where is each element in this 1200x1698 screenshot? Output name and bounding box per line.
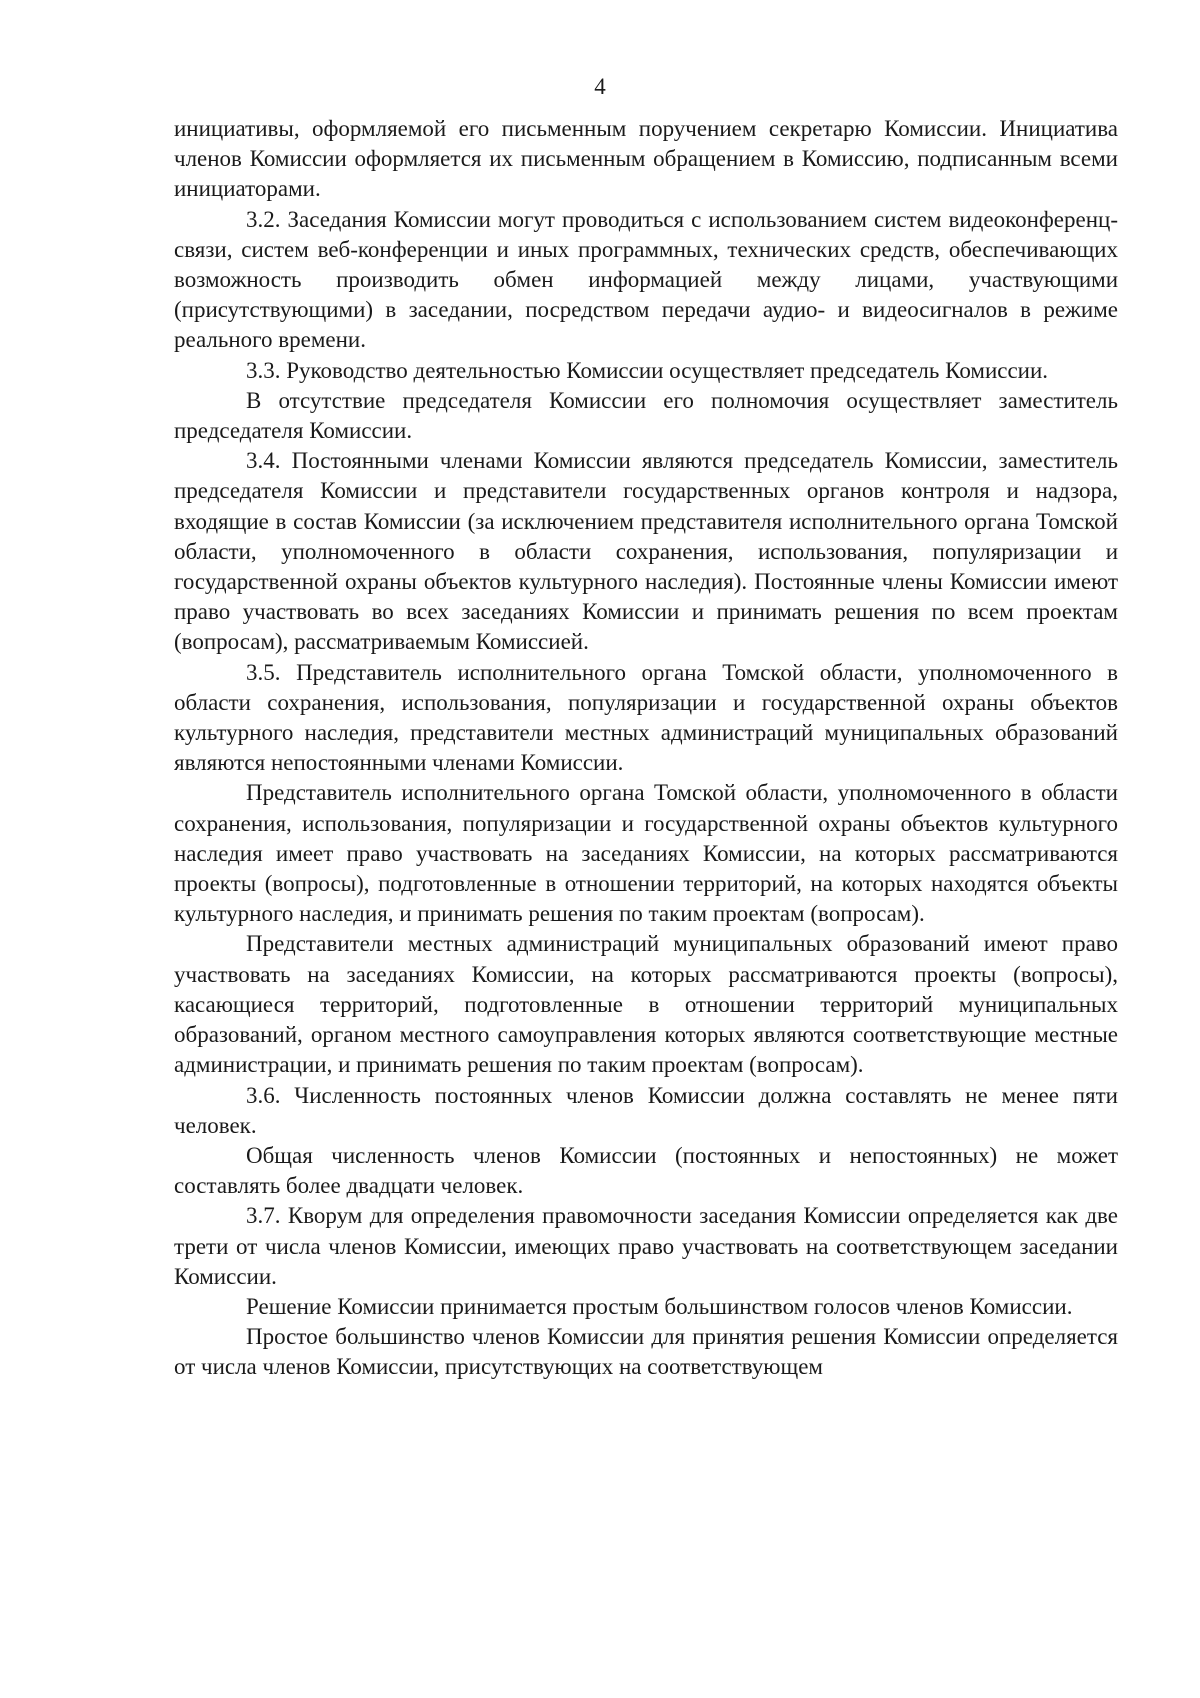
paragraph: 3.7. Кворум для определения правомочности заседания Комиссии определяется как две трети от числа членов Комиссии, имеющих право участвовать на соответствующем заседании Комиссии. [174, 1203, 1118, 1289]
paragraph: 3.2. Заседания Комиссии могут проводиться с использованием систем видеоконференц-связи, систем веб-конференции и иных программных, технических средств, обеспечивающих возможность производить обмен информацией между лицами, участвующими (присутствующими) в заседании, посредством передачи аудио- и видеосигналов в режиме реального времени. [174, 206, 1118, 353]
paragraph: В отсутствие председателя Комиссии его полномочия осуществляет заместитель председателя Комиссии. [174, 387, 1118, 444]
paragraph: Общая численность членов Комиссии (постоянных и непостоянных) не может составлять более двадцати человек. [174, 1142, 1118, 1199]
paragraph: 3.5. Представитель исполнительного органа Томской области, уполномоченного в области сохранения, использования, популяризации и государственной охраны объектов культурного наследия, представители местных администраций муниципальных образований являются непостоянными членами Комиссии. [174, 659, 1118, 776]
paragraph: 3.3. Руководство деятельностью Комиссии осуществляет председатель Комиссии. [246, 357, 1049, 383]
paragraph: Представитель исполнительного органа Томской области, уполномоченного в области сохранения, использования, популяризации и государственной охраны объектов культурного наследия имеет право участвовать на заседаниях Комиссии, на которых рассматриваются проекты (вопросы), подготовленные в отношении территорий, на которых находятся объекты культурного наследия, и принимать решения по таким проектам (вопросам). [174, 780, 1118, 927]
page-number: 4 [594, 74, 606, 99]
paragraph: Простое большинство членов Комиссии для принятия решения Комиссии определяется от числа членов Комиссии, присутствующих на соответствующем [174, 1324, 1118, 1380]
paragraph: 3.6. Численность постоянных членов Комиссии должна составлять не менее пяти человек. [174, 1082, 1118, 1138]
paragraph: инициативы, оформляемой его письменным поручением секретарю Комиссии. Инициатива членов Комиссии оформляется их письменным обращением в Комиссию, подписанным всеми инициаторами. [174, 116, 1118, 202]
paragraph: 3.4. Постоянными членами Комиссии являются председатель Комиссии, заместитель председателя Комиссии и представители государственных органов контроля и надзора, входящие в состав Комиссии (за исключением представителя исполнительного органа Томской области, уполномоченного в области сохранения, использования, популяризации и государственной охраны объектов культурного наследия). Постоянные члены Комиссии имеют право участвовать во всех заседаниях Комиссии и принимать решения по всем проектам (вопросам), рассматриваемым Комиссией. [174, 448, 1118, 655]
paragraph: Представители местных администраций муниципальных образований имеют право участвовать на заседаниях Комиссии, на которых рассматриваются проекты (вопросы), касающиеся территорий, подготовленные в отношении территорий муниципальных образований, органом местного самоуправления которых являются соответствующие местные администрации, и принимать решения по таким проектам (вопросам). [174, 931, 1118, 1078]
document-body [174, 114, 1118, 1383]
paragraph: Решение Комиссии принимается простым большинством голосов членов Комиссии. [246, 1293, 1073, 1319]
